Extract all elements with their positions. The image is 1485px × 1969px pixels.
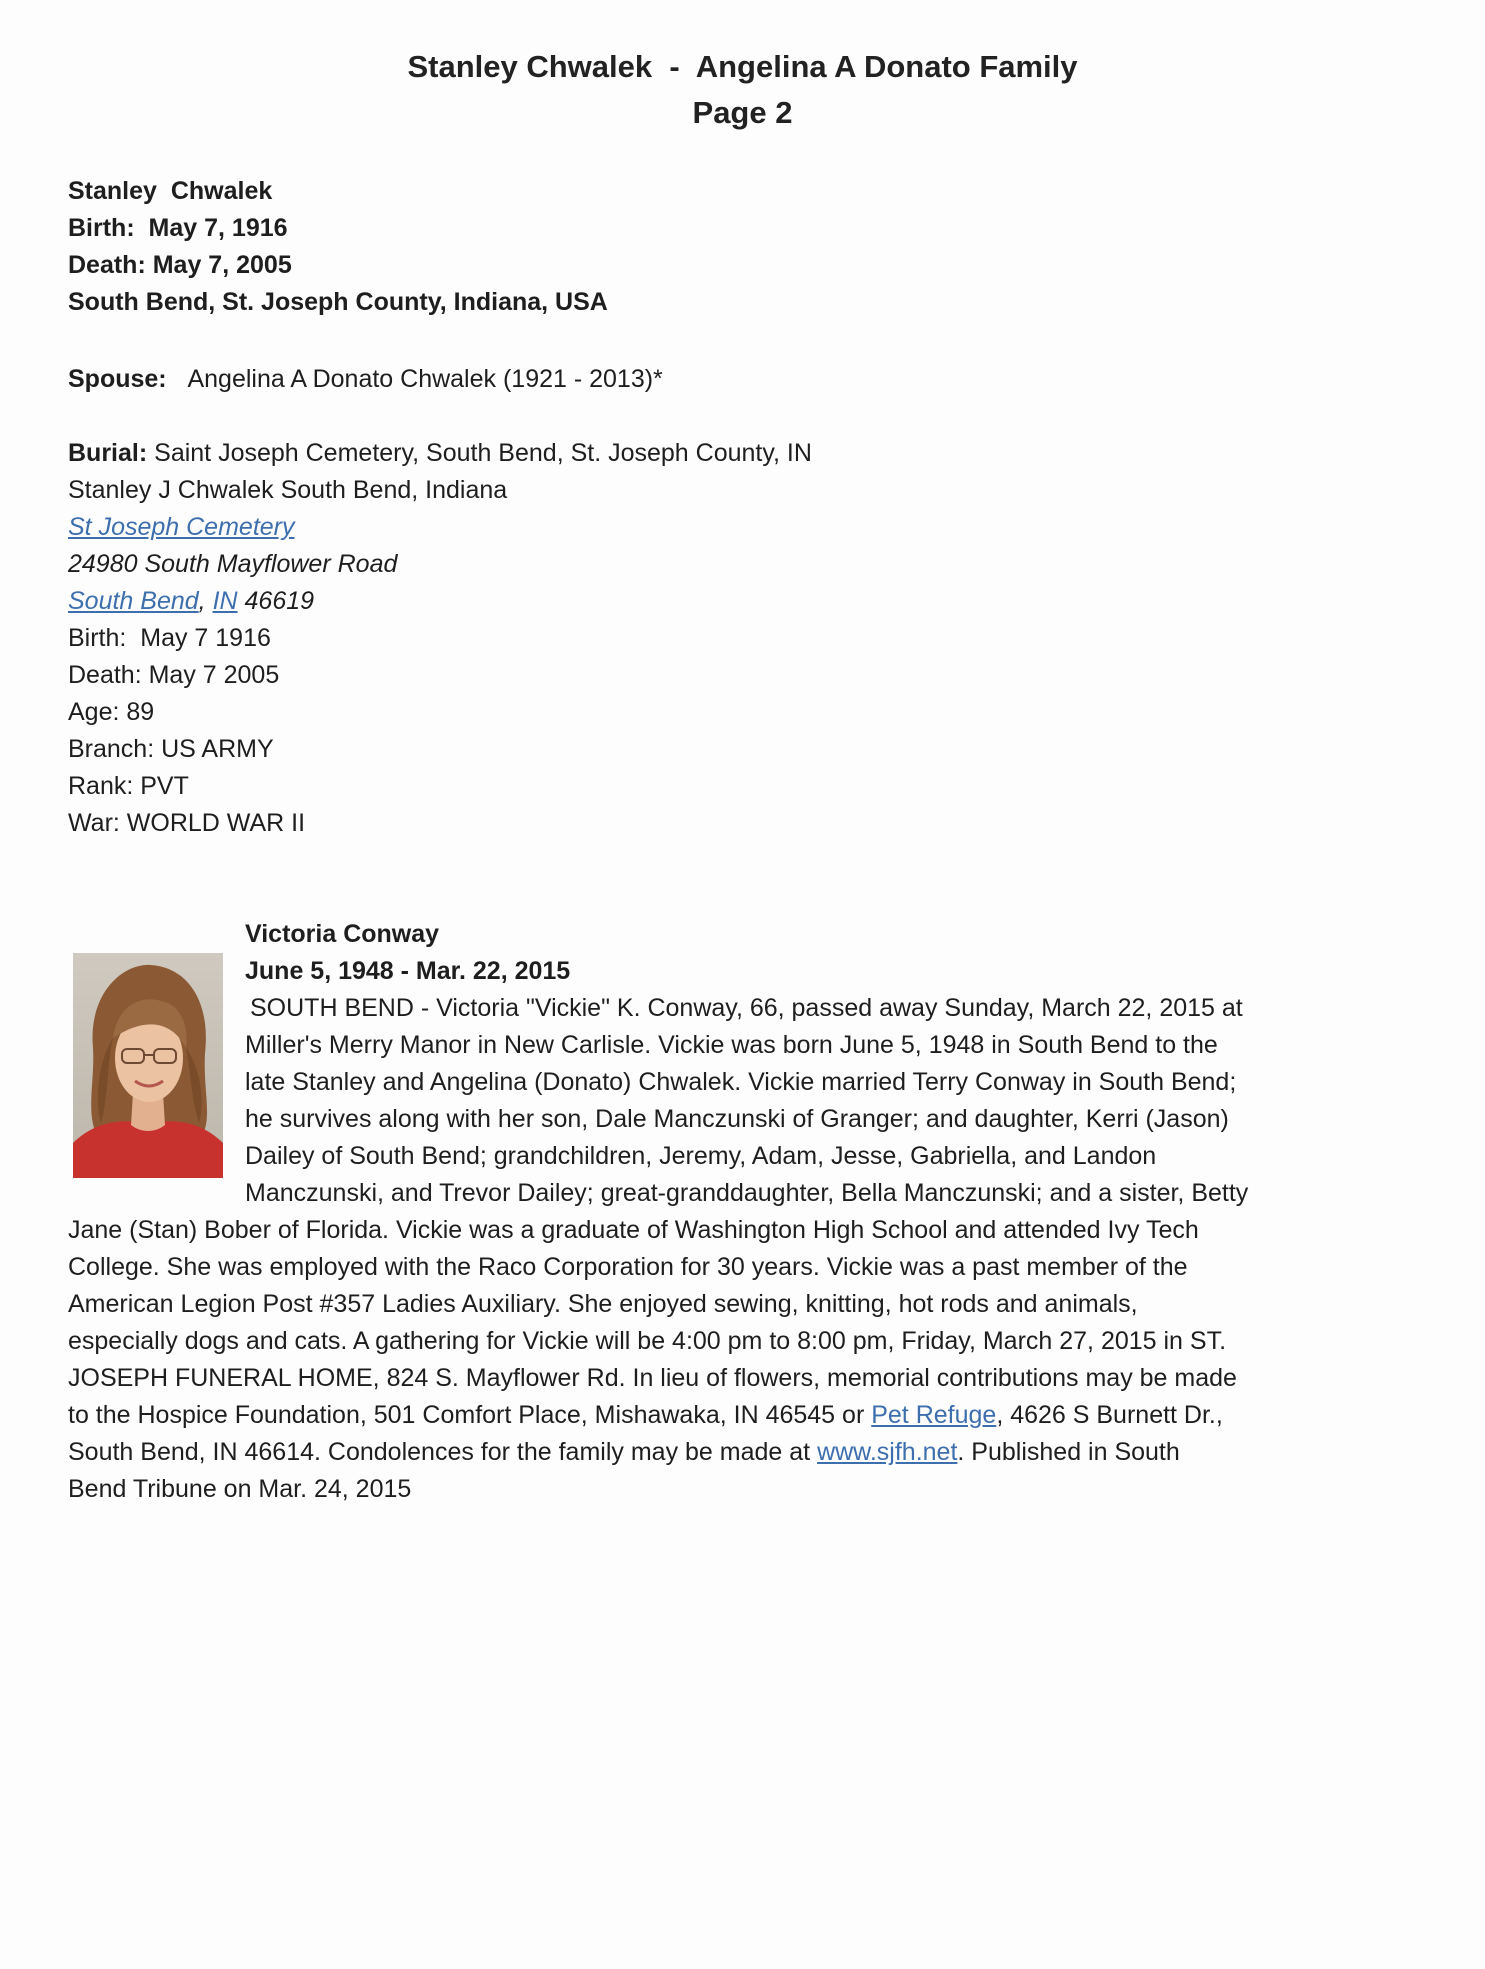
person-death: Death: May 7, 2005 xyxy=(68,251,292,279)
burial-info xyxy=(68,435,812,842)
obituary-dates: June 5, 1948 - Mar. 22, 2015 xyxy=(245,957,571,985)
obituary-line: to the Hospice Foundation, 501 Comfort Place, Mishawaka, IN 46545 or xyxy=(68,1401,872,1429)
page-number: Page 2 xyxy=(692,95,793,130)
pet-refuge-link[interactable]: Pet Refuge xyxy=(871,1401,997,1429)
burial-age: Age: 89 xyxy=(68,698,155,726)
obituary-line: especially dogs and cats. A gathering for Vickie will be 4:00 pm to 8:00 pm, Friday, March 27, 2015 in ST. xyxy=(68,1327,1227,1355)
sjfh-link[interactable]: www.sjfh.net xyxy=(817,1438,958,1466)
burial-rank: Rank: PVT xyxy=(68,772,189,800)
obituary-line: Bend Tribune on Mar. 24, 2015 xyxy=(68,1475,412,1503)
burial-death: Death: May 7 2005 xyxy=(68,661,280,689)
spouse-value: Angelina A Donato Chwalek (1921 - 2013)* xyxy=(187,365,663,393)
person-name: Stanley Chwalek xyxy=(68,177,273,205)
cemetery-link[interactable]: St Joseph Cemetery xyxy=(68,513,295,541)
burial-label: Burial: xyxy=(68,439,148,467)
spouse-label: Spouse: xyxy=(68,365,167,393)
obituary-line: Miller's Merry Manor in New Carlisle. Vickie was born June 5, 1948 in South Bend to the xyxy=(245,1031,1218,1059)
burial-branch: Branch: US ARMY xyxy=(68,735,274,763)
burial-line2: Stanley J Chwalek South Bend, Indiana xyxy=(68,476,508,504)
state-link[interactable]: IN xyxy=(212,587,238,615)
obituary-line: Dailey of South Bend; grandchildren, Jeremy, Adam, Jesse, Gabriella, and Landon xyxy=(245,1142,1157,1170)
cemetery-street: 24980 South Mayflower Road xyxy=(68,550,398,578)
obituary-line: he survives along with her son, Dale Manczunski of Granger; and daughter, Kerri (Jason) xyxy=(245,1105,1229,1133)
obituary-line: College. She was employed with the Raco Corporation for 30 years. Vickie was a past member of the xyxy=(68,1253,1188,1281)
page-header xyxy=(0,44,1485,136)
page-title: Stanley Chwalek - Angelina A Donato Family xyxy=(407,49,1078,84)
burial-value: Saint Joseph Cemetery, South Bend, St. Joseph County, IN xyxy=(154,439,812,467)
obituary-line: . Published in South xyxy=(957,1438,1180,1466)
person-info xyxy=(68,173,608,321)
city-comma: , xyxy=(198,587,206,615)
obituary-line: Jane (Stan) Bober of Florida. Vickie was a graduate of Washington High School and attended Ivy Tech xyxy=(68,1216,1199,1244)
obituary-line: South Bend, IN 46614. Condolences for the family may be made at xyxy=(68,1438,818,1466)
burial-war: War: WORLD WAR II xyxy=(68,809,306,837)
spouse-info xyxy=(68,361,663,398)
burial-birth: Birth: May 7 1916 xyxy=(68,624,271,652)
obituary-line: American Legion Post #357 Ladies Auxiliary. She enjoyed sewing, knitting, hot rods and animals, xyxy=(68,1290,1138,1318)
obituary-name: Victoria Conway xyxy=(245,920,440,948)
cemetery-zip: 46619 xyxy=(237,587,315,615)
obituary-line: late Stanley and Angelina (Donato) Chwalek. Vickie married Terry Conway in South Bend; xyxy=(245,1068,1237,1096)
person-place: South Bend, St. Joseph County, Indiana, USA xyxy=(68,288,608,316)
person-birth: Birth: May 7, 1916 xyxy=(68,214,288,242)
city-link[interactable]: South Bend xyxy=(68,587,199,615)
obituary-line: SOUTH BEND - Victoria "Vickie" K. Conway, 66, passed away Sunday, March 22, 2015 at xyxy=(250,994,1243,1022)
obituary-heading xyxy=(245,916,570,990)
obituary-line: Manczunski, and Trevor Dailey; great-granddaughter, Bella Manczunski; and a sister, Betty xyxy=(245,1179,1249,1207)
obituary-line: , 4626 S Burnett Dr., xyxy=(996,1401,1223,1429)
obituary-body xyxy=(68,990,1388,1508)
obituary-line: JOSEPH FUNERAL HOME, 824 S. Mayflower Rd. In lieu of flowers, memorial contributions may be made xyxy=(68,1364,1237,1392)
